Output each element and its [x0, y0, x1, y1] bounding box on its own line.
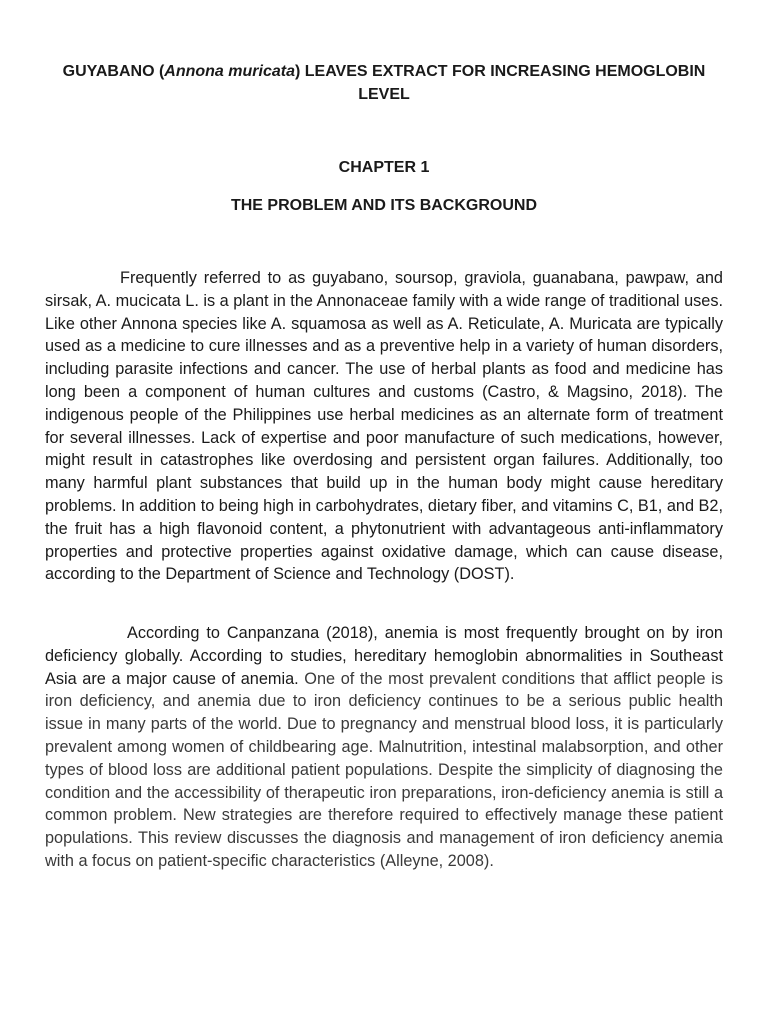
section-heading: THE PROBLEM AND ITS BACKGROUND — [230, 197, 538, 214]
title-part-2: ) LEAVES EXTRACT FOR INCREASING HEMOGLOBIN LEVEL — [294, 63, 706, 103]
title-species-name: Annona muricata — [164, 63, 295, 80]
body-paragraph-1 — [45, 267, 723, 586]
document-title — [60, 60, 708, 106]
paragraph-1-text: Frequently referred to as guyabano, soursop, graviola, guanabana, pawpaw, and sirsak, A. mucicata L. is a plant in the Annonaceae family with a wide range of traditional uses. Like other Annona species like A. squamosa as well as A. Reticulate, A. Muricata are typically used as a medicine to cure illnesses and as a preventive help in a variety of human disorders, including parasite infections and cancer. The use of herbal plants as food and medicine has long been a component of human cultures and customs (Castro, & Magsino, 2018). The indigenous people of the Philippines use herbal medicines as an alternate form of treatment for several illnesses. Lack of expertise and poor manufacture of such medications, however, might result in catastrophes like overdosing and persistent organ failures. Additionally, too many harmful plant substances that build up in the human body might cause hereditary problems. In addition to being high in carbohydrates, dietary fiber, and vitamins C, B1, and B2, the fruit has a high flavonoid content, a phytonutrient with advantageous anti-inflammatory properties and protective properties against oxidative damage, which can cause disease, according to the Department of Science and Technology (DOST). — [45, 269, 723, 584]
paragraph-2-text-b: One of the most prevalent conditions that afflict people is iron deficiency, and anemia due to iron deficiency continues to be a serious public health issue in many parts of the world. Due to pregnancy and menstrual blood loss, it is particularly prevalent among women of childbearing age. Malnutrition, intestinal malabsorption, and other types of blood loss are additional patient populations. Despite the simplicity of diagnosing the condition and the accessibility of therapeutic iron preparations, iron-deficiency anemia is still a common problem. New strategies are therefore required to effectively manage these patient populations. This review discusses the diagnosis and management of iron deficiency anemia with a focus on patient-specific characteristics (Alleyne, 2008). — [45, 669, 723, 870]
title-part-1: GUYABANO ( — [62, 63, 165, 80]
paragraph-2-text-a: According to Canpanzana (2018), anemia is most frequently brought on by iron deficiency globally. According to studies, hereditary hemoglobin abnormalities in Southeast Asia are a major cause of anemia. — [45, 624, 723, 688]
body-paragraph-2 — [45, 622, 723, 873]
chapter-heading: CHAPTER 1 — [338, 159, 430, 176]
